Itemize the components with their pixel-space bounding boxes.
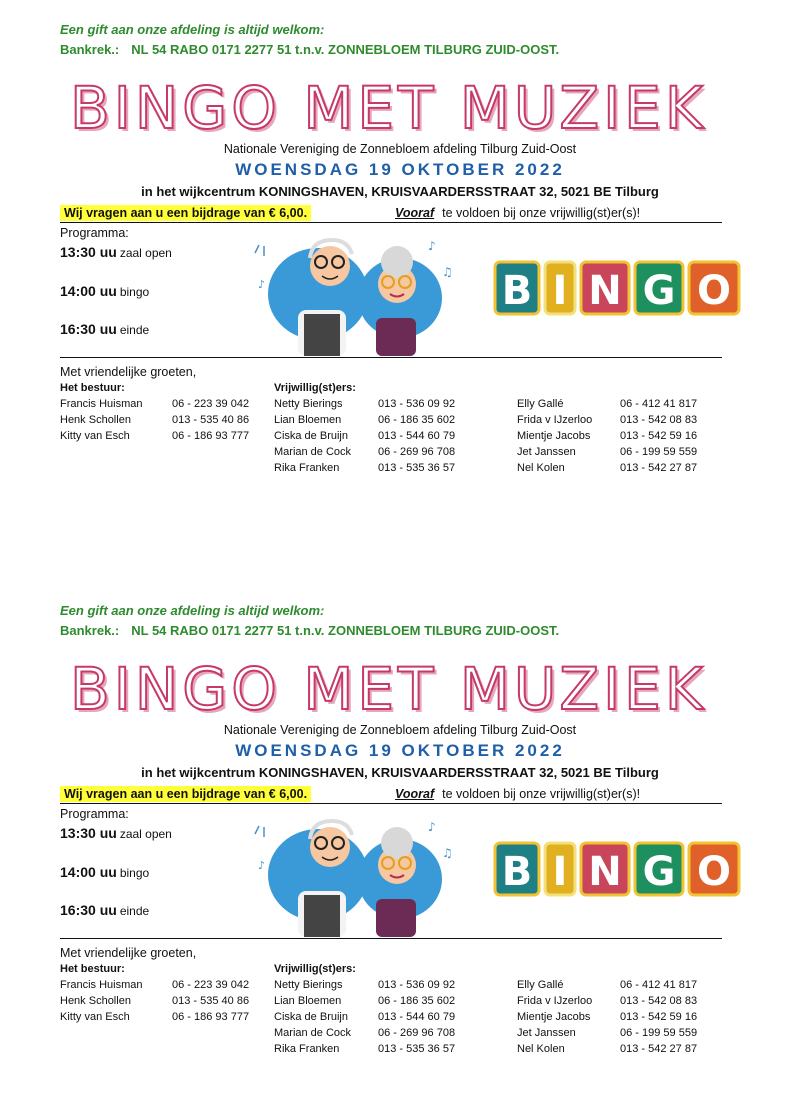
contact-phone: 06 - 186 35 602 [378,995,456,1007]
bingo-letter: N [588,268,622,314]
program-label: Programma: [60,807,129,821]
contact-name: Frida v IJzerloo [517,414,593,426]
contact-name: Kitty van Esch [60,1011,130,1023]
contact-name: Elly Gallé [517,979,564,991]
contact-name: Francis Huisman [60,398,143,410]
bingo-letter: B [501,268,533,314]
schedule-item [60,321,149,337]
schedule-time: 16:30 uu [60,902,117,918]
contact-phone: 06 - 223 39 042 [172,979,250,991]
schedule-item [60,902,149,918]
payment-note [395,206,640,220]
payment-note [395,787,640,801]
dancing-couple-illustration [250,228,470,356]
divider [60,222,722,223]
bingo-letter: N [588,849,622,895]
dancing-couple-illustration [250,809,470,937]
schedule-time: 14:00 uu [60,864,117,880]
event-location: in het wijkcentrum KONINGSHAVEN, KRUISVAARDERSSTRAAT 32, 5021 BE Tilburg [141,184,659,199]
flyer-bottom [0,581,800,1081]
svg-text:♫: ♫ [442,265,453,279]
bingo-letter: I [552,268,568,314]
contact-phone: 06 - 186 93 777 [172,430,250,442]
contact-phone: 013 - 542 59 16 [620,1011,698,1023]
contribution-note: Wij vragen aan u een bijdrage van € 6,00. [60,786,311,802]
bingo-marquee [493,256,743,320]
contact-phone: 013 - 535 40 86 [172,414,250,426]
bingo-letter: O [696,849,732,895]
schedule-activity: zaal open [119,827,172,841]
contact-name: Ciska de Bruijn [274,430,348,442]
schedule-item [60,283,149,299]
gift-note: Een gift aan onze afdeling is altijd welkom: [60,22,325,37]
contact-name: Marian de Cock [274,446,352,458]
schedule-activity: zaal open [119,246,172,260]
schedule-item [60,864,149,880]
greeting: Met vriendelijke groeten, [60,946,197,960]
svg-text:♪: ♪ [428,239,436,253]
event-date: WOENSDAG 19 OKTOBER 2022 [235,160,565,179]
contact-name: Marian de Cock [274,1027,352,1039]
board-heading: Het bestuur: [60,382,125,394]
bank-details: NL 54 RABO 0171 2277 51 t.n.v. ZONNEBLOEM TILBURG ZUID-OOST. [131,623,560,638]
bank-account [60,623,559,638]
contact-name: Frida v IJzerloo [517,995,593,1007]
contact-name: Jet Janssen [517,446,576,458]
gift-note: Een gift aan onze afdeling is altijd welkom: [60,603,325,618]
contact-name: Mientje Jacobs [517,1011,591,1023]
svg-text:♫: ♫ [442,846,453,860]
contact-name: Francis Huisman [60,979,143,991]
schedule-time: 13:30 uu [60,244,117,260]
greeting: Met vriendelijke groeten, [60,365,197,379]
bingo-letter: G [642,268,676,314]
bank-details: NL 54 RABO 0171 2277 51 t.n.v. ZONNEBLOEM TILBURG ZUID-OOST. [131,42,560,57]
bingo-letter: B [501,849,533,895]
event-date: WOENSDAG 19 OKTOBER 2022 [235,741,565,760]
contact-phone: 06 - 186 35 602 [378,414,456,426]
contact-name: Rika Franken [274,1043,340,1055]
contact-name: Nel Kolen [517,1043,565,1055]
organization: Nationale Vereniging de Zonnebloem afdeling Tilburg Zuid-Oost [223,723,577,737]
contact-name: Rika Franken [274,462,340,474]
contact-phone: 013 - 544 60 79 [378,1011,456,1023]
contact-phone: 06 - 412 41 817 [620,979,698,991]
vooraf-label: Vooraf [395,206,435,220]
bingo-letter: G [642,849,676,895]
schedule-time: 16:30 uu [60,321,117,337]
contact-name: Henk Schollen [60,995,131,1007]
contact-name: Lian Bloemen [274,414,342,426]
contact-name: Ciska de Bruijn [274,1011,348,1023]
schedule-activity: einde [119,904,150,918]
contact-phone: 06 - 269 96 708 [378,446,456,458]
schedule-activity: bingo [119,285,150,299]
schedule-item [60,825,172,841]
board-heading: Het bestuur: [60,963,125,975]
contact-phone: 013 - 536 09 92 [378,979,456,991]
contact-phone: 013 - 542 59 16 [620,430,698,442]
schedule-item [60,244,172,260]
bingo-marquee [493,837,743,901]
contact-phone: 013 - 536 09 92 [378,398,456,410]
bingo-letter: I [552,849,568,895]
contact-name: Henk Schollen [60,414,131,426]
bank-label: Bankrek.: [60,623,120,638]
schedule-time: 13:30 uu [60,825,117,841]
contact-phone: 06 - 199 59 559 [620,1027,698,1039]
contact-phone: 013 - 542 27 87 [620,1043,698,1055]
contact-name: Lian Bloemen [274,995,342,1007]
event-location: in het wijkcentrum KONINGSHAVEN, KRUISVAARDERSSTRAAT 32, 5021 BE Tilburg [141,765,659,780]
divider [60,357,722,358]
vooraf-text: te voldoen bij onze vrijwillig(st)er(s)! [442,206,641,220]
volunteers-heading: Vrijwillig(st)ers: [274,963,356,975]
bank-label: Bankrek.: [60,42,120,57]
event-title: BINGO MET MUZIEK [70,655,707,723]
volunteers-heading: Vrijwillig(st)ers: [274,382,356,394]
contribution-note: Wij vragen aan u een bijdrage van € 6,00. [60,205,311,221]
contact-phone: 013 - 535 36 57 [378,462,456,474]
svg-text:♪: ♪ [258,278,266,291]
svg-text:♪: ♪ [428,820,436,834]
contact-phone: 06 - 199 59 559 [620,446,698,458]
program-label: Programma: [60,226,129,240]
schedule-activity: bingo [119,866,150,880]
contact-name: Netty Bierings [274,979,343,991]
contact-name: Jet Janssen [517,1027,576,1039]
contact-phone: 013 - 542 27 87 [620,462,698,474]
contact-name: Mientje Jacobs [517,430,591,442]
schedule-time: 14:00 uu [60,283,117,299]
divider [60,938,722,939]
contact-phone: 013 - 542 08 83 [620,995,698,1007]
contact-phone: 06 - 269 96 708 [378,1027,456,1039]
svg-text:♪: ♪ [258,859,266,872]
contact-phone: 06 - 186 93 777 [172,1011,250,1023]
vooraf-text: te voldoen bij onze vrijwillig(st)er(s)! [442,787,641,801]
bingo-letter: O [696,268,732,314]
contact-phone: 06 - 223 39 042 [172,398,250,410]
contact-phone: 013 - 542 08 83 [620,414,698,426]
divider [60,803,722,804]
schedule-activity: einde [119,323,150,337]
organization: Nationale Vereniging de Zonnebloem afdeling Tilburg Zuid-Oost [223,142,577,156]
contact-name: Elly Gallé [517,398,564,410]
contact-phone: 013 - 535 40 86 [172,995,250,1007]
contact-phone: 013 - 544 60 79 [378,430,456,442]
vooraf-label: Vooraf [395,787,435,801]
contact-name: Nel Kolen [517,462,565,474]
contact-name: Kitty van Esch [60,430,130,442]
contact-name: Netty Bierings [274,398,343,410]
event-title: BINGO MET MUZIEK [70,74,707,142]
contact-phone: 013 - 535 36 57 [378,1043,456,1055]
flyer-top [0,0,800,500]
bank-account [60,42,559,57]
contact-phone: 06 - 412 41 817 [620,398,698,410]
